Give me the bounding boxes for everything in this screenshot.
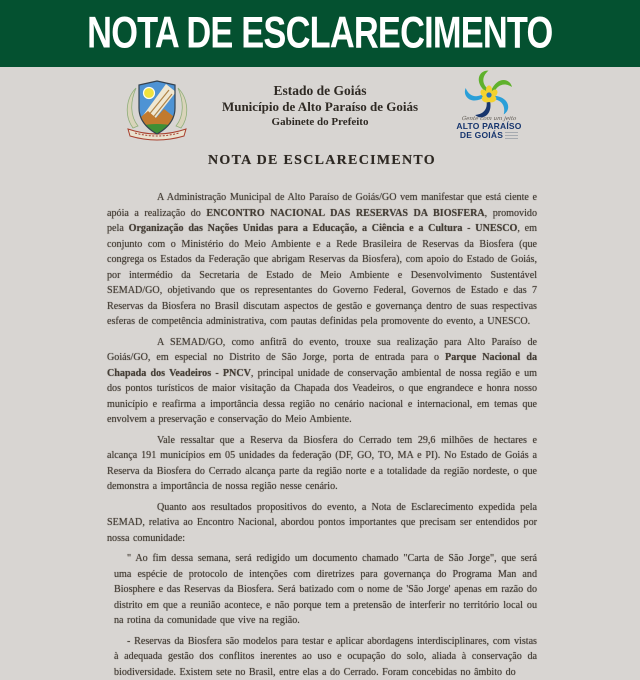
p1-text: , promovido pela xyxy=(107,208,537,235)
municipal-coat-of-arms-icon xyxy=(107,78,199,142)
green-header-banner xyxy=(0,0,640,67)
scanned-document xyxy=(0,67,640,640)
pinwheel-flower-icon xyxy=(458,78,520,116)
quote-paragraph-1: " Ao fim dessa semana, será redigido um documento chamado "Carta de São Jorge", que será uma espécie de protocolo de intenções com diretrizes para governança do Programa Man and Biosphere e das Reservas da Biosfera. Será batizado com o nome de 'São Jorge' apenas em razão do distrito em que a reunião acontece, e não porque tem a pretensão de interferir no território local ou na rotina da comunidade que vive na região. xyxy=(114,551,537,629)
p1-bold-event-name: ENCONTRO NACIONAL DAS RESERVAS DA BIOSFERA xyxy=(206,208,484,219)
letterhead xyxy=(107,78,537,142)
banner-title: NOTA DE ESCLARECIMENTO xyxy=(87,8,552,59)
letterhead-municipality: Município de Alto Paraíso de Goiás xyxy=(199,99,441,115)
p2-bold-park-name: Parque Nacional da Chapada dos Veadeiros - PNCV xyxy=(107,352,537,379)
brand-name-line2: DE GOIÁS xyxy=(460,131,503,140)
document-title: NOTA DE ESCLARECIMENTO xyxy=(107,153,537,169)
p1-bold-unesco: Organização das Nações Unidas para a Educação, a Ciência e a Cultura - UNESCO xyxy=(129,223,518,234)
paragraph-4: Quanto aos resultados propositivos do evento, a Nota de Esclarecimento expedida pela SEMAD, relativa ao Encontro Nacional, abordou pontos importantes que precisam ser entendidos por nossa comunidade: xyxy=(107,500,537,547)
letterhead-office: Gabinete do Prefeito xyxy=(199,115,441,129)
brand-small-illegible-text xyxy=(505,132,518,139)
paragraph-1 xyxy=(107,190,537,330)
brand-slogan-script: Gente com um jeito xyxy=(441,116,538,122)
letterhead-text xyxy=(199,78,441,129)
brand-name-line1: ALTO PARAÍSO xyxy=(441,122,537,131)
paragraph-3: Vale ressaltar que a Reserva da Biosfera do Cerrado tem 29,6 milhões de hectares e alcança 191 municípios em 05 unidades da federação (DF, GO, TO, MA e PI). No Estado de Goiás a Reserva da Biosfera do Cerrado alcança parte da região norte e a totalidade da região nordeste, o que demonstra a importância de nossa região nesse cenário. xyxy=(107,433,537,495)
letterhead-state: Estado de Goiás xyxy=(199,83,441,99)
city-brand-logo xyxy=(441,78,537,139)
p1-text: , em conjunto com o Ministério do Meio Ambiente e a Rede Brasileira de Reservas da Biosfera (que congrega os Estados da Federação que abrigam Reservas da Biosfera), com apoio do Estado de Goiás, por intermédio da Secretaria de Estado de Meio Ambiente e Desenvolvimento Sustentável SEMAD/GO, objetivando que os representantes do Governo Federal, Governos de Estado e das 7 Reservas da Biosfera no Brasil discutam aspectos de gestão e governança dentro de suas respectivas esferas de competência administrativa, com pautas definidas pela promovente do evento, a UNESCO. xyxy=(107,223,537,327)
paragraph-2 xyxy=(107,335,537,428)
p1-text: A Administração Municipal de Alto Paraíso de Goiás/GO vem manifestar que está ciente e apóia a realização do xyxy=(107,192,537,219)
p2-text: , principal unidade de conservação ambiental de nossa região e um dos pontos turísticos de maior visitação da Chapada dos Veadeiros, o que engrandece e honra nosso município e reafirma a importância dessa região no cenário nacional e internacional, em temas que envolvem a preservação e conservação do Meio Ambiente. xyxy=(107,368,537,426)
p2-text: A SEMAD/GO, como anfitrã do evento, trouxe sua realização para Alto Paraíso de Goiás/GO, em especial no Distrito de São Jorge, porta de entrada para o xyxy=(107,337,537,364)
quote-paragraph-2: - Reservas da Biosfera são modelos para testar e aplicar abordagens interdisciplinares, com vistas à adequada gestão dos conflitos inerentes ao uso e ocupação do solo, aliada à conservação da biodiversidade. Existem sete no Brasil, entre elas a do Cerrado. Foram concebidas no âmbito do xyxy=(114,634,537,680)
